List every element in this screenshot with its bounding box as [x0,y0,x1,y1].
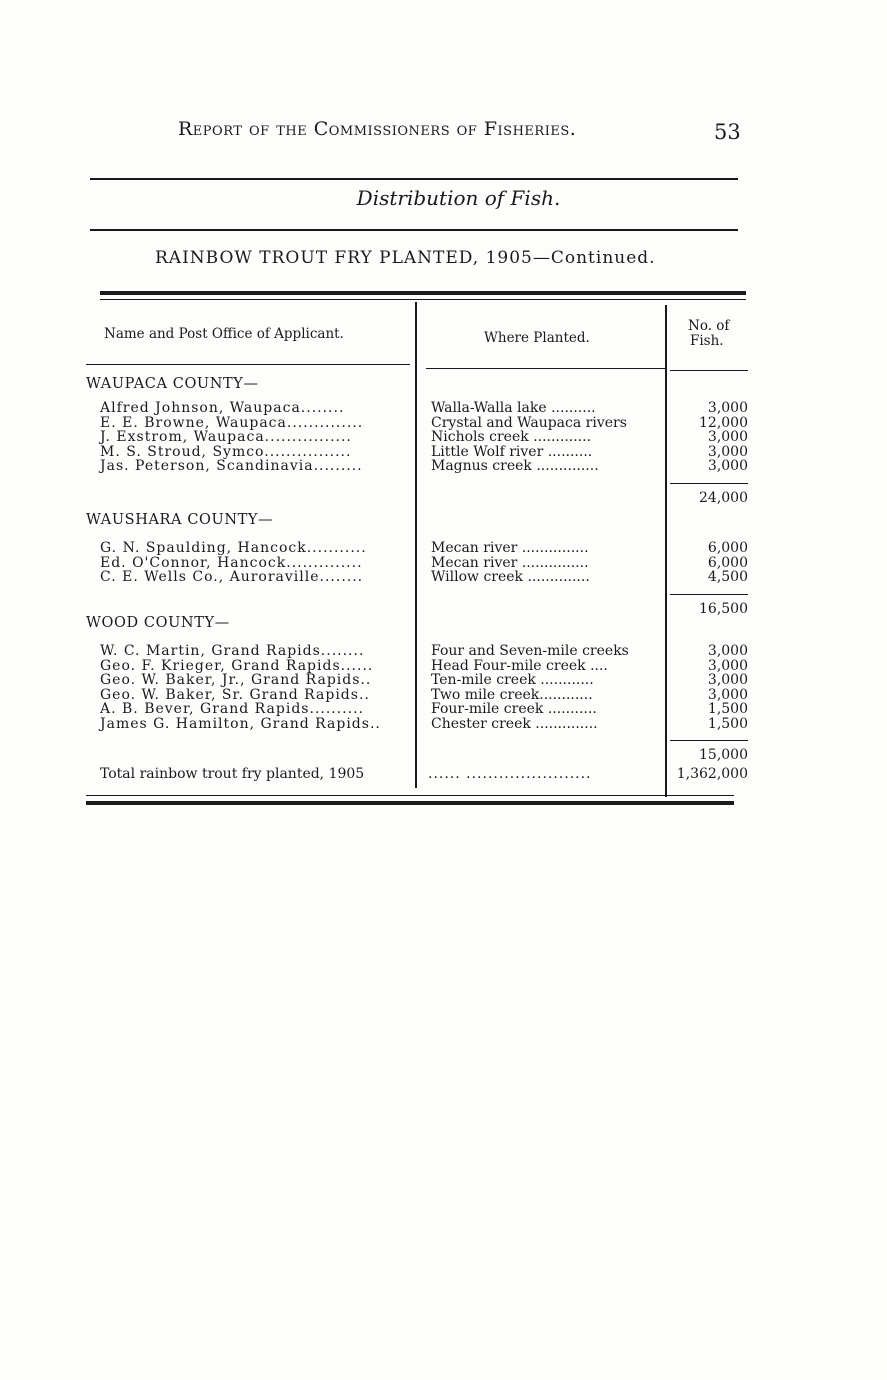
county-heading: WAUSHARA COUNTY— [86,512,274,528]
fish-count-cell: 6,000 [707,540,748,556]
where-planted-cell: Head Four-mile creek .... [431,657,608,674]
fish-count-cell: 3,000 [707,657,748,674]
table-bottom-rule-thick [86,801,734,805]
applicant-cell: James G. Hamilton, Grand Rapids.. [100,715,381,732]
county-heading: WOOD COUNTY— [86,615,230,631]
section-rule [90,229,738,231]
fish-count-cell: 3,000 [707,686,748,703]
total-fish: 1,362,000 [676,766,748,782]
top-rule [90,178,738,180]
where-planted-cell: Magnus creek .............. [431,458,599,474]
fish-count-cell: 3,000 [707,643,748,659]
applicant-cell: Ed. O'Connor, Hancock.............. [100,554,363,571]
running-head: Report of the Commissioners of Fisheries. [178,118,577,140]
applicant-cell: Jas. Peterson, Scandinavia......... [100,458,363,474]
county-subtotal: 24,000 [699,489,748,506]
where-planted-cell: Two mile creek............ [431,686,593,703]
applicant-cell: W. C. Martin, Grand Rapids........ [100,643,365,659]
page-number: 53 [714,120,741,144]
header-underline-where [426,368,666,369]
subtotal-rule [670,594,748,595]
where-planted-cell: Little Wolf river .......... [431,443,593,460]
applicant-cell: Geo. F. Krieger, Grand Rapids...... [100,657,374,674]
where-planted-cell: Chester creek .............. [431,715,598,732]
where-planted-cell: Four-mile creek ........... [431,701,597,717]
table-bottom-rule-thin [86,795,734,796]
fish-count-cell: 3,000 [707,443,748,460]
column-header-applicant: Name and Post Office of Applicant. [104,326,344,342]
where-planted-cell: Four and Seven-mile creeks [431,643,629,659]
fish-count-cell: 1,500 [707,715,748,732]
applicant-cell: M. S. Stroud, Symco................ [100,443,352,460]
applicant-cell: A. B. Bever, Grand Rapids.......... [100,701,364,717]
fish-count-cell: 3,000 [707,429,748,445]
fish-count-cell: 3,000 [707,400,748,416]
county-subtotal: 15,000 [699,747,748,763]
total-where: ...... ....................... [428,766,592,782]
where-planted-cell: Ten-mile creek ............ [431,672,594,688]
county-subtotal: 16,500 [699,600,748,617]
fish-count-cell: 1,500 [707,701,748,717]
column-divider-1 [415,302,417,788]
total-label: Total rainbow trout fry planted, 1905 [100,766,365,782]
fish-count-cell: 3,000 [707,672,748,688]
where-planted-cell: Crystal and Waupaca rivers [431,414,627,431]
column-header-fish-1: No. of [688,318,730,334]
section-title: Distribution of Fish. [356,186,561,210]
county-heading: WAUPACA COUNTY— [86,376,259,392]
fish-count-cell: 4,500 [707,569,748,585]
fish-count-cell: 12,000 [699,414,748,431]
applicant-cell: J. Exstrom, Waupaca................ [100,429,352,445]
header-underline-applicant [86,364,410,365]
subtotal-rule [670,740,748,741]
applicant-cell: C. E. Wells Co., Auroraville........ [100,569,364,585]
where-planted-cell: Nichols creek ............. [431,429,592,445]
column-header-where: Where Planted. [484,330,590,346]
subtotal-rule [670,483,748,484]
applicant-cell: Geo. W. Baker, Jr., Grand Rapids.. [100,672,372,688]
where-planted-cell: Walla-Walla lake .......... [431,400,596,416]
where-planted-cell: Mecan river ............... [431,554,589,571]
fish-count-cell: 3,000 [707,458,748,474]
table-top-rule-thin [100,299,746,300]
header-underline-fish [670,370,748,371]
table-top-rule-thick [100,291,746,295]
where-planted-cell: Willow creek .............. [431,569,590,585]
applicant-cell: Geo. W. Baker, Sr. Grand Rapids.. [100,686,370,703]
applicant-cell: Alfred Johnson, Waupaca........ [100,400,345,416]
where-planted-cell: Mecan river ............... [431,540,589,556]
fish-count-cell: 6,000 [707,554,748,571]
column-header-fish-2: Fish. [690,333,724,349]
applicant-cell: E. E. Browne, Waupaca.............. [100,414,364,431]
table-title: RAINBOW TROUT FRY PLANTED, 1905—Continued. [155,248,656,268]
applicant-cell: G. N. Spaulding, Hancock........... [100,540,367,556]
